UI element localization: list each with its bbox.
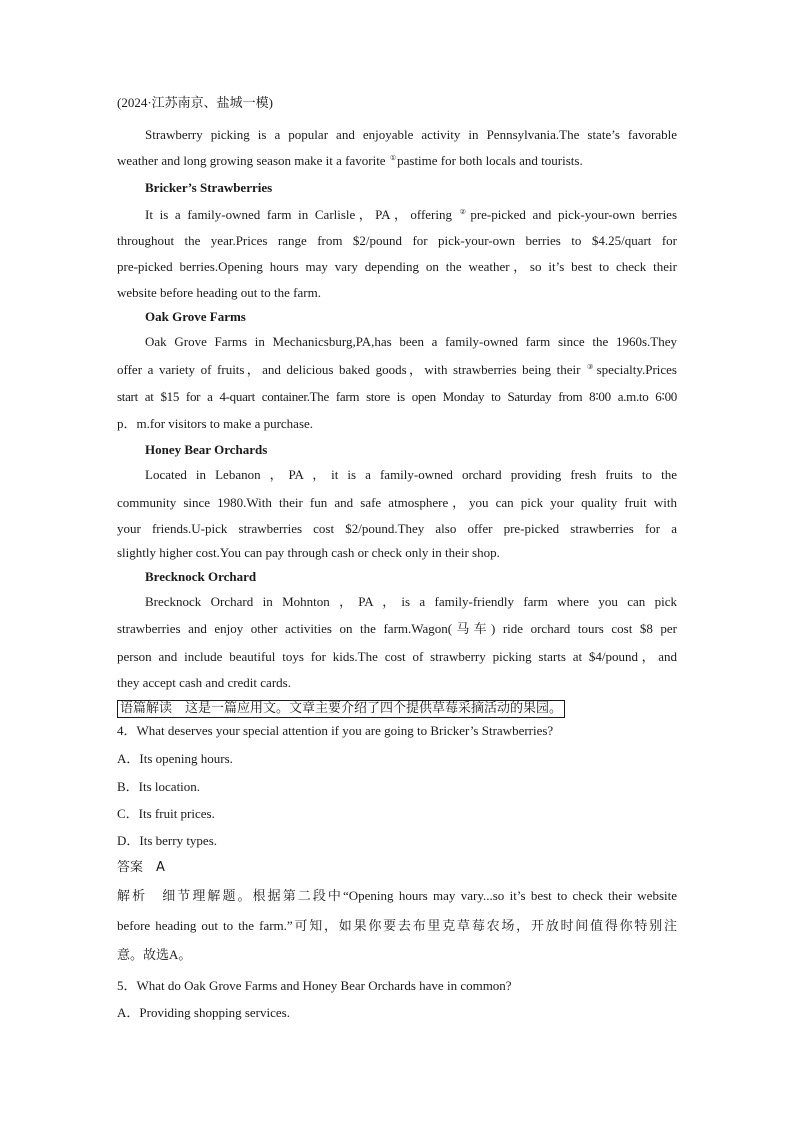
paragraph-line: Oak Grove Farms in Mechanicsburg,PA,has been a family-owned farm since the 1960s.They: [145, 334, 677, 349]
option-a: A．Its opening hours.: [117, 751, 233, 766]
passage-analysis-box: 语篇解读 这是一篇应用文。文章主要介绍了四个提供草莓采摘活动的果园。: [117, 700, 565, 718]
option-a: A．Providing shopping services.: [117, 1005, 290, 1020]
paragraph-line: they accept cash and credit cards.: [117, 675, 291, 690]
option-b: B．Its location.: [117, 779, 201, 794]
paragraph-line: offer a variety of fruits，and delicious baked goods，with strawberries being their ③specialty.Prices: [117, 362, 677, 377]
paragraph-line: start at $15 for a 4-quart container.The farm store is open Monday to Saturday from 8∶00 a.m.to 6∶00: [117, 389, 677, 404]
paragraph-line: It is a family-owned farm in Carlisle，PA，offering ②pre-picked and pick-your-own berries: [145, 207, 678, 222]
explanation-line: before heading out to the farm.”可知，如果你要去布里克草莓农场，开放时间值得你特别注: [117, 918, 677, 933]
section-title-bricker: Bricker’s Strawberries: [145, 180, 273, 195]
question-5: 5．What do Oak Grove Farms and Honey Bear Orchards have in common?: [117, 978, 512, 993]
footnote-marker: ②: [459, 208, 470, 216]
question-4: 4．What deserves your special attention if you are going to Bricker’s Strawberries?: [117, 723, 554, 738]
paragraph-line: pre-picked berries.Opening hours may vary depending on the weather，so it’s best to check their: [117, 259, 677, 274]
section-title-brecknock: Brecknock Orchard: [145, 569, 257, 584]
source-label: (2024·江苏南京、盐城一模): [117, 95, 273, 110]
paragraph-line: person and include beautiful toys for kids.The cost of strawberry picking starts at $4/pound，and: [117, 649, 677, 664]
explanation-line: 意。故选A。: [117, 947, 192, 962]
explanation-line: 解析 细节理解题。根据第二段中“Opening hours may vary...so it’s best to check their website: [117, 888, 677, 903]
footnote-marker: ①: [389, 154, 397, 162]
option-c: C．Its fruit prices.: [117, 806, 215, 821]
section-title-oak: Oak Grove Farms: [145, 309, 246, 324]
option-d: D．Its berry types.: [117, 833, 218, 848]
answer-label: 答案 A: [117, 860, 165, 875]
paragraph-line: your friends.U-pick strawberries cost $2/pound.They also offer pre-picked strawberries for a: [117, 521, 677, 536]
paragraph-line: throughout the year.Prices range from $2/pound for pick-your-own berries to $4.25/quart for: [117, 233, 677, 248]
paragraph-line: p．m.for visitors to make a purchase.: [117, 416, 314, 431]
paragraph-line: community since 1980.With their fun and safe atmosphere，you can pick your quality fruit with: [117, 495, 677, 510]
section-title-honey: Honey Bear Orchards: [145, 442, 268, 457]
paragraph-line: Located in Lebanon ，PA ，it is a family-owned orchard providing fresh fruits to the: [145, 467, 677, 482]
intro-line: weather and long growing season make it a favorite ①pastime for both locals and tourists.: [117, 153, 583, 168]
paragraph-line: Brecknock Orchard in Mohnton ，PA ，is a family-friendly farm where you can pick: [145, 594, 677, 609]
paragraph-line: slightly higher cost.You can pay through cash or check only in their shop.: [117, 545, 500, 560]
intro-line: Strawberry picking is a popular and enjoyable activity in Pennsylvania.The state’s favorable: [145, 127, 677, 142]
footnote-marker: ③: [587, 363, 596, 371]
paragraph-line: website before heading out to the farm.: [117, 285, 321, 300]
paragraph-line: strawberries and enjoy other activities on the farm.Wagon(马车) ride orchard tours cost $8 per: [117, 621, 677, 636]
